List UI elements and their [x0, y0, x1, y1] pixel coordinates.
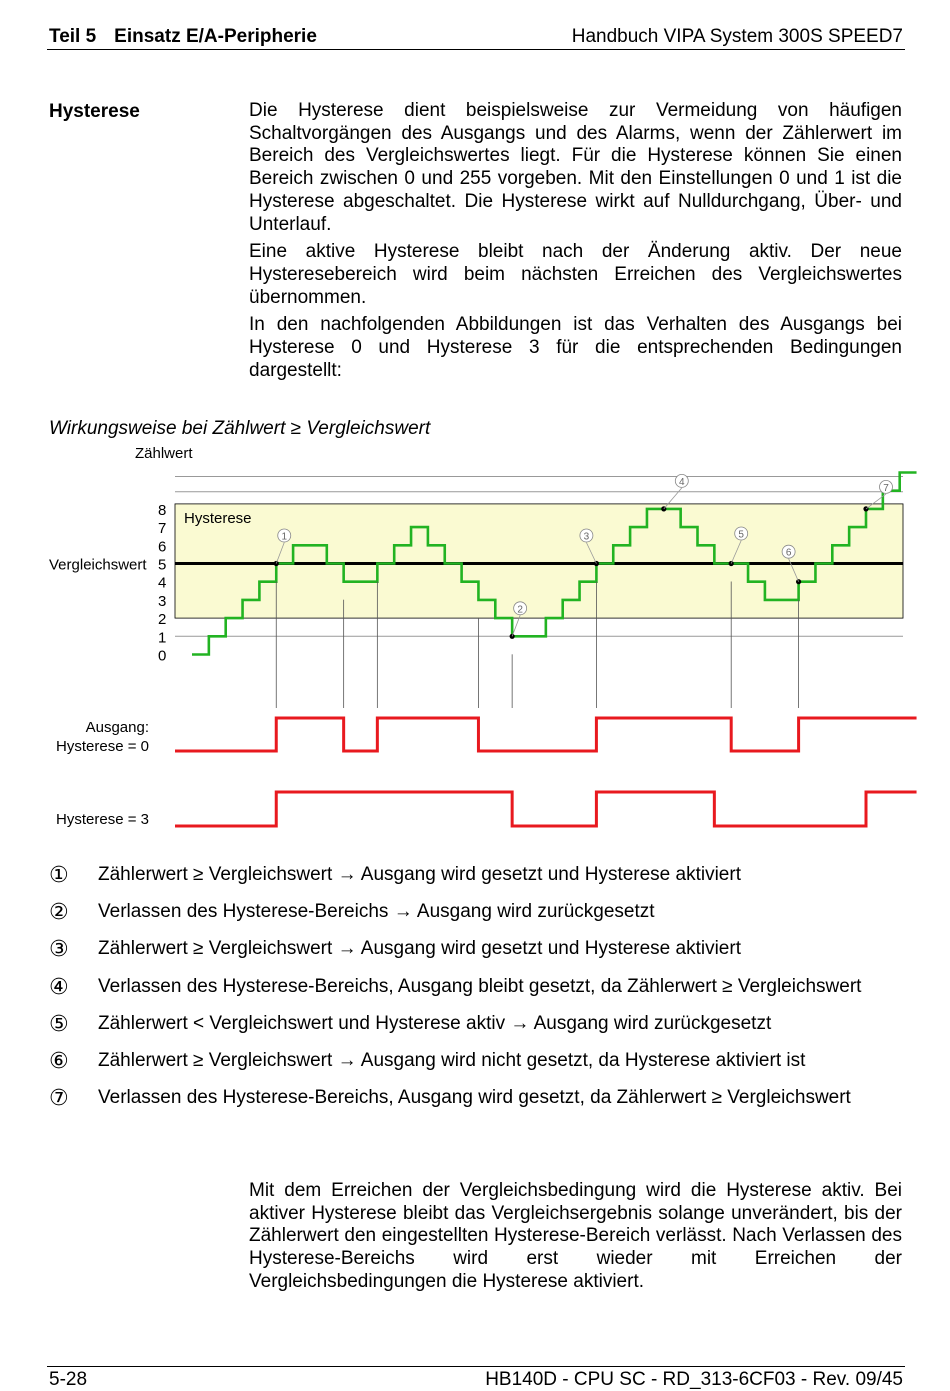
marker-label: 3	[583, 531, 590, 543]
side-heading: Hysterese	[49, 101, 140, 122]
output-hysteresis-3	[175, 792, 917, 826]
legend-text: Verlassen des Hysterese-Bereichs, Ausgang bleibt gesetzt, da Zählerwert ≥ Vergleichswert	[98, 975, 862, 997]
y-tick-label: 4	[158, 574, 167, 592]
legend-item	[49, 1047, 909, 1087]
y-tick-label: 2	[158, 611, 167, 629]
hysteresis-label: Hysterese	[184, 509, 252, 527]
marker-label: 1	[281, 531, 288, 543]
y-tick-label: 0	[158, 647, 167, 665]
legend-number: ⑤	[49, 1010, 69, 1036]
event-point	[510, 634, 515, 639]
legend-text: Zählerwert ≥ Vergleichswert → Ausgang wird gesetzt und Hysterese aktiviert	[98, 938, 741, 960]
legend-number: ①	[49, 862, 69, 887]
legend-item	[49, 973, 909, 1013]
legend-text: Zählerwert ≥ Vergleichswert → Ausgang wird gesetzt und Hysterese aktiviert	[98, 864, 741, 885]
marker-label: 5	[738, 529, 744, 541]
legend-text: Zählerwert ≥ Vergleichswert → Ausgang wird nicht gesetzt, da Hysterese aktiviert ist	[98, 1049, 806, 1071]
figure-title: Wirkungsweise bei Zählwert ≥ Vergleichswert	[49, 418, 431, 439]
marker-label: 4	[679, 476, 685, 488]
legend-text: Zählerwert < Vergleichswert und Hysterese aktiv → Ausgang wird zurückgesetzt	[98, 1012, 772, 1034]
legend-item	[49, 938, 909, 975]
marker-label: 2	[517, 604, 523, 616]
y-tick-label: 5	[158, 556, 167, 574]
intro-paragraph-2: Eine aktive Hysterese bleibt nach der Änderung aktiv. Der neue Hysteresebereich wird beim nächsten Erreichen des Vergleichswertes übernommen.	[249, 241, 902, 308]
intro-text	[249, 100, 902, 387]
legend-item	[49, 901, 909, 938]
output-label-hysteresis-0: Ausgang:	[85, 719, 149, 736]
y-tick-label: 8	[158, 501, 167, 519]
manual-title: Handbuch VIPA System 300S SPEED7	[571, 26, 903, 47]
y-tick-label: 7	[158, 520, 167, 538]
closing-text	[249, 1180, 902, 1299]
comparison-label: Vergleichswert	[49, 556, 147, 574]
y-tick-label: 3	[158, 592, 167, 610]
y-axis-label: Zählwert	[135, 445, 193, 462]
hysteresis-chart	[0, 440, 950, 850]
section-label: Teil 5	[49, 26, 97, 47]
legend-number: ③	[49, 936, 69, 962]
legend-number: ⑥	[49, 1047, 69, 1073]
y-tick-label: 1	[158, 629, 167, 647]
closing-paragraph: Mit dem Erreichen der Vergleichsbedingung wird die Hysterese aktiv. Bei aktiver Hysterese bleibt das Vergleichsergebnis solange unverändert, bis der Zählerwert den eingestellten Hysterese-Bereich verlässt. Nach Verlassen des Hysterese-Bereichs wird erst wieder mit Erreichen der Vergleichsbedingungen die Hysterese aktiviert.	[249, 1180, 902, 1292]
legend-number: ②	[49, 899, 69, 925]
footer-divider	[47, 1366, 905, 1367]
legend-list	[49, 864, 909, 1124]
legend-item	[49, 1087, 909, 1124]
legend-item	[49, 864, 909, 901]
intro-paragraph-1: Die Hysterese dient beispielsweise zur Vermeidung von häufigen Schaltvorgängen des Ausgangs und des Alarms, wenn der Zählerwert im Bereich des Vergleichswertes liegt. Für die Hysterese können Sie einen Bereich zwischen 0 und 255 vorgeben. Mit den Einstellungen 0 und 1 ist die Hysterese abgeschaltet. Die Hysterese wirkt auf Nulldurchgang, Über- und Unterlauf.	[249, 100, 902, 235]
output-label-hysteresis-3: Hysterese = 3	[56, 811, 149, 828]
legend-text: Verlassen des Hysterese-Bereichs, Ausgang wird gesetzt, da Zählerwert ≥ Vergleichswert	[98, 1087, 851, 1109]
marker-label: 6	[785, 547, 792, 559]
output-hysteresis-0	[175, 718, 917, 751]
legend-number: ⑦	[49, 1085, 69, 1111]
document-id: HB140D - CPU SC - RD_313-6CF03 - Rev. 09/45	[485, 1369, 903, 1390]
section-title: Einsatz E/A-Peripherie	[114, 26, 317, 47]
y-tick-label: 6	[158, 538, 167, 556]
legend-text: Verlassen des Hysterese-Bereichs → Ausgang wird zurückgesetzt	[98, 901, 655, 923]
intro-paragraph-3: In den nachfolgenden Abbildungen ist das Verhalten des Ausgangs bei Hysterese 0 und Hysterese 3 für die entsprechenden Bedingungen dargestellt:	[249, 314, 902, 381]
output-label-hysteresis-0: Hysterese = 0	[56, 738, 149, 755]
header-divider	[47, 49, 905, 50]
legend-number: ④	[49, 973, 69, 999]
page-header-left	[49, 26, 317, 48]
legend-item	[49, 1010, 909, 1050]
marker-label: 7	[883, 482, 889, 494]
page-number: 5-28	[49, 1369, 88, 1390]
